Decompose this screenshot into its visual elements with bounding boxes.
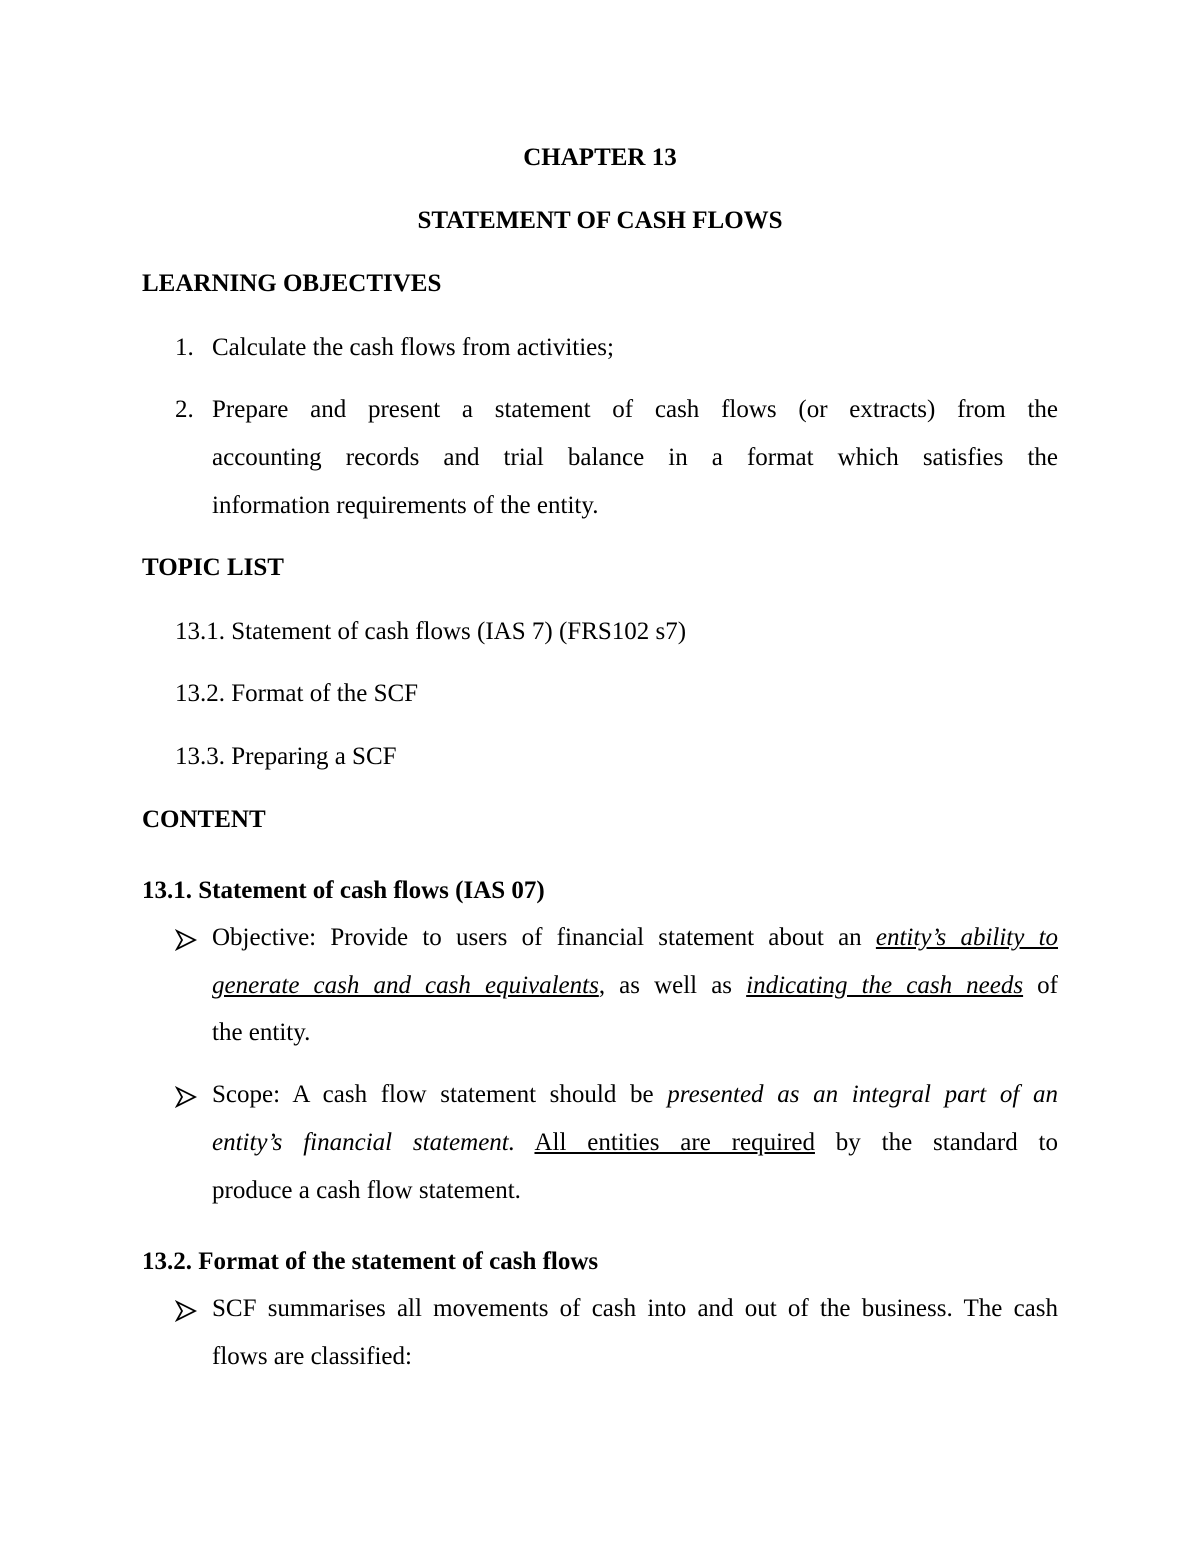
topic-list-heading: TOPIC LIST: [142, 554, 284, 581]
cash-needs-emphasis: indicating the cash needs: [746, 972, 1024, 999]
scope-line-3: produce a cash flow statement.: [212, 1177, 521, 1204]
scope-text: Scope: A cash flow statement should be: [212, 1081, 668, 1108]
integral-part-emphasis: presented as an integral part of an: [667, 1081, 1059, 1108]
section-13-2-heading: 13.2. Format of the statement of cash flows: [142, 1248, 599, 1275]
objective-1-number: 1.: [175, 334, 194, 361]
objective-line-3: the entity.: [212, 1019, 311, 1046]
scf-line-1: SCF summarises all movements of cash into and out of the business. The cash: [212, 1295, 1058, 1322]
chapter-number: CHAPTER 13: [523, 144, 677, 171]
objective-1-text: Calculate the cash flows from activities;: [212, 334, 614, 361]
arrowhead-bullet-icon: [175, 1300, 197, 1322]
objective-2-line-2: accounting records and trial balance in a format which satisfies the: [212, 444, 1058, 471]
scope-line-1: [212, 1080, 1058, 1110]
all-entities-required-emphasis: All entities are required: [534, 1129, 815, 1156]
arrowhead-bullet-icon: [175, 1086, 197, 1108]
objective-mid-text: , as well as: [598, 972, 747, 999]
objective-line-2: [212, 971, 1058, 1001]
topic-item-13-2: 13.2. Format of the SCF: [175, 680, 419, 707]
objective-text: Objective: Provide to users of financial statement about an: [212, 924, 876, 951]
generate-cash-emphasis: generate cash and cash equivalents: [212, 972, 599, 999]
section-13-1-heading: 13.1. Statement of cash flows (IAS 07): [142, 877, 545, 904]
objective-2-number: 2.: [175, 396, 194, 423]
topic-item-13-3: 13.3. Preparing a SCF: [175, 743, 397, 770]
financial-statement-emphasis: entity’s financial statement.: [212, 1129, 515, 1156]
scope-line-2: [212, 1128, 1058, 1158]
objective-end-text: of: [1023, 972, 1058, 999]
content-heading: CONTENT: [142, 806, 266, 833]
scope-end-text: by the standard to: [835, 1129, 1058, 1156]
scf-line-2: flows are classified:: [212, 1343, 412, 1370]
learning-objectives-heading: LEARNING OBJECTIVES: [142, 270, 442, 297]
chapter-title: STATEMENT OF CASH FLOWS: [417, 207, 783, 234]
entity-ability-emphasis: entity’s ability to: [875, 924, 1059, 951]
objective-line-1: [212, 923, 1058, 953]
arrowhead-bullet-icon: [175, 929, 197, 951]
objective-2-line-3: information requirements of the entity.: [212, 492, 599, 519]
objective-2-line-1: Prepare and present a statement of cash flows (or extracts) from the: [212, 396, 1058, 423]
topic-item-13-1: 13.1. Statement of cash flows (IAS 7) (FRS102 s7): [175, 618, 687, 645]
